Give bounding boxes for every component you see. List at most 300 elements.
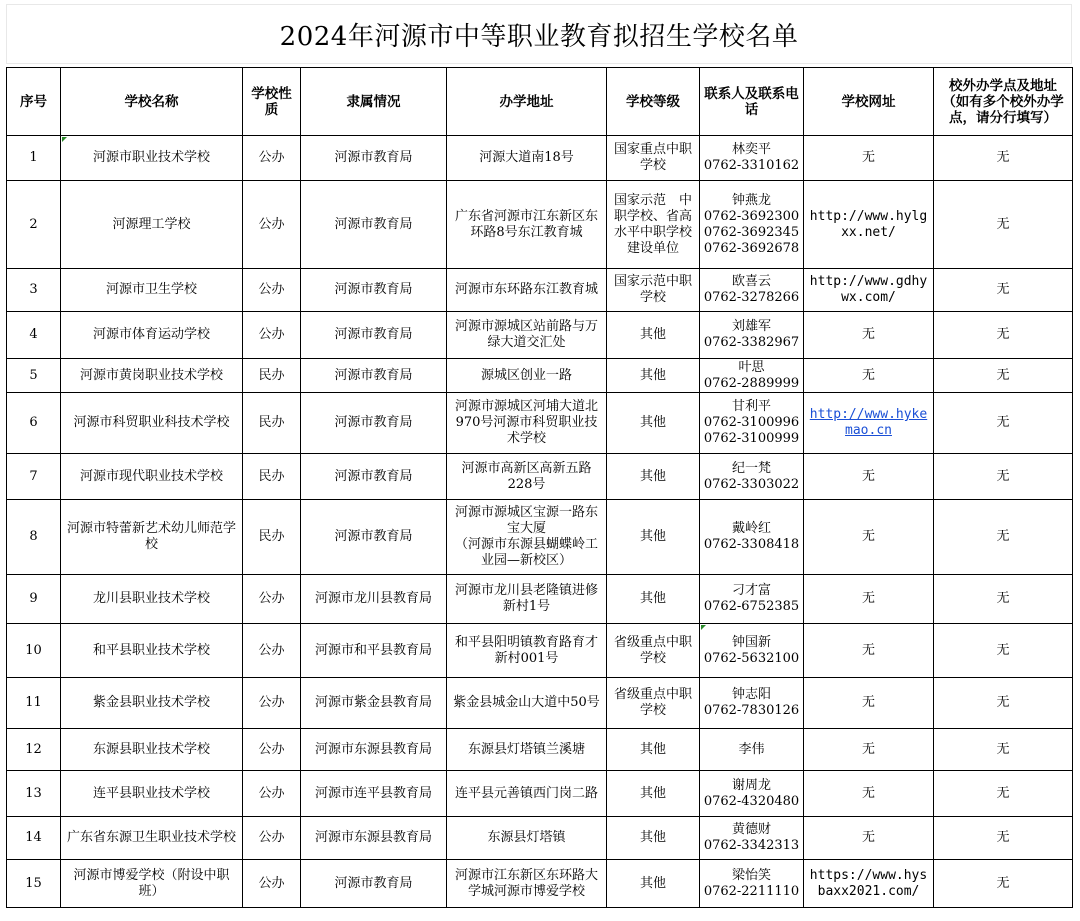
cell-no-text: 13 <box>25 785 42 801</box>
cell-address <box>447 359 607 393</box>
cell-affiliation-text: 河源市教育局 <box>334 367 413 383</box>
cell-affiliation-text: 河源市教育局 <box>334 216 413 232</box>
cell-school-type <box>243 678 301 729</box>
cell-no <box>7 312 61 359</box>
cell-school-name-text: 和平县职业技术学校 <box>92 642 210 658</box>
cell-no-text: 8 <box>29 529 38 544</box>
cell-no-text: 12 <box>25 741 42 757</box>
cell-school-name-text: 东源县职业技术学校 <box>92 741 210 757</box>
header-type: 学校性质 <box>243 68 301 136</box>
cell-website <box>804 500 934 575</box>
cell-school-name-text: 连平县职业技术学校 <box>92 785 210 801</box>
cell-affiliation <box>301 136 447 181</box>
cell-contact <box>700 454 804 500</box>
cell-school-type-text: 公办 <box>258 327 285 342</box>
cell-website <box>804 359 934 393</box>
cell-school-type <box>243 860 301 908</box>
cell-affiliation <box>301 575 447 624</box>
cell-branch-text: 无 <box>996 216 1010 232</box>
cell-affiliation <box>301 312 447 359</box>
cell-affiliation-text: 河源市教育局 <box>334 415 413 430</box>
cell-level-text: 国家示范 中职学校、省高水平中职学校建设单位 <box>613 192 692 256</box>
cell-website <box>804 312 934 359</box>
cell-address <box>447 860 607 908</box>
cell-no-text: 11 <box>25 695 42 710</box>
cell-branch-text: 无 <box>996 415 1010 430</box>
cell-school-type-text: 公办 <box>258 830 285 845</box>
cell-no-text: 15 <box>25 875 42 891</box>
cell-no <box>7 678 61 729</box>
cell-branch <box>934 860 1073 908</box>
cell-school-type-text: 公办 <box>258 150 285 165</box>
cell-address-text: 河源大道南18号 <box>479 150 574 165</box>
cell-school-type <box>243 312 301 359</box>
cell-level <box>607 393 700 454</box>
cell-address <box>447 729 607 771</box>
cell-school-type <box>243 729 301 771</box>
cell-address <box>447 393 607 454</box>
cell-level <box>607 771 700 817</box>
cell-no <box>7 575 61 624</box>
cell-school-name-text: 河源市特蕾新艺术幼儿师范学校 <box>66 521 236 552</box>
table-body <box>7 136 1073 908</box>
cell-school-name-text: 河源市科贸职业科技术学校 <box>73 415 230 430</box>
cell-contact <box>700 312 804 359</box>
cell-school-type-text: 公办 <box>258 741 285 757</box>
cell-branch-text: 无 <box>996 642 1010 658</box>
table-row <box>7 860 1073 908</box>
cell-level-text: 国家示范中职学校 <box>613 274 692 305</box>
cell-address-text: 东源县灯塔镇兰溪塘 <box>467 741 585 757</box>
comment-marker-icon <box>62 137 67 142</box>
table-row <box>7 817 1073 860</box>
cell-contact-text: 欧喜云 0762-3278266 <box>703 274 800 305</box>
cell-affiliation <box>301 181 447 269</box>
cell-no <box>7 860 61 908</box>
cell-website-text: 无 <box>861 741 875 757</box>
cell-school-name-text: 河源理工学校 <box>112 216 191 232</box>
cell-branch <box>934 181 1073 269</box>
cell-school-name <box>61 624 243 678</box>
cell-affiliation-text: 河源市教育局 <box>334 529 413 544</box>
cell-school-name-text: 河源市卫生学校 <box>105 282 197 297</box>
cell-school-name <box>61 393 243 454</box>
cell-affiliation-text: 河源市教育局 <box>334 150 413 165</box>
cell-address <box>447 312 607 359</box>
cell-level <box>607 678 700 729</box>
cell-affiliation <box>301 500 447 575</box>
cell-level-text: 其他 <box>639 367 666 383</box>
cell-school-name <box>61 729 243 771</box>
cell-address <box>447 500 607 575</box>
cell-branch-text: 无 <box>996 327 1010 342</box>
cell-contact <box>700 817 804 860</box>
cell-no-text: 14 <box>25 830 42 845</box>
header-no: 序号 <box>7 68 61 136</box>
cell-website-text: 无 <box>861 785 875 801</box>
cell-level-text: 其他 <box>639 875 666 891</box>
cell-branch <box>934 500 1073 575</box>
cell-no-text: 1 <box>29 150 38 165</box>
cell-school-type-text: 公办 <box>258 282 285 297</box>
cell-address <box>447 771 607 817</box>
cell-school-name-text: 河源市黄岗职业技术学校 <box>79 367 223 383</box>
table-row <box>7 624 1073 678</box>
cell-branch <box>934 312 1073 359</box>
table-row <box>7 729 1073 771</box>
cell-branch <box>934 678 1073 729</box>
cell-school-name <box>61 181 243 269</box>
cell-affiliation <box>301 454 447 500</box>
cell-branch-text: 无 <box>996 875 1010 891</box>
cell-website <box>804 575 934 624</box>
cell-level <box>607 269 700 312</box>
cell-school-name <box>61 678 243 729</box>
table-row <box>7 269 1073 312</box>
cell-address <box>447 269 607 312</box>
cell-level <box>607 500 700 575</box>
cell-address <box>447 817 607 860</box>
cell-affiliation-text: 河源市东源县教育局 <box>314 741 432 757</box>
header-name: 学校名称 <box>61 68 243 136</box>
cell-no-text: 9 <box>29 591 38 606</box>
cell-contact-text: 黄德财 0762-3342313 <box>703 822 800 853</box>
table-row <box>7 393 1073 454</box>
cell-no-text: 6 <box>29 415 38 430</box>
cell-address-text: 连平县元善镇西门岗二路 <box>454 785 598 801</box>
cell-branch-text: 无 <box>996 282 1010 297</box>
cell-website <box>804 678 934 729</box>
website-link[interactable]: http://www.hykemao.cn <box>809 407 928 438</box>
cell-no-text: 10 <box>25 642 42 658</box>
cell-website <box>804 454 934 500</box>
cell-address-text: 源城区创业一路 <box>480 367 572 383</box>
cell-contact <box>700 136 804 181</box>
cell-website-text: 无 <box>861 642 875 658</box>
table-row <box>7 136 1073 181</box>
cell-website-text: 无 <box>861 830 875 845</box>
cell-school-name <box>61 817 243 860</box>
cell-level <box>607 359 700 393</box>
cell-school-type-text: 公办 <box>258 642 285 658</box>
cell-school-type <box>243 771 301 817</box>
cell-no <box>7 817 61 860</box>
cell-contact-text: 梁怡笑 0762-2211110 <box>703 867 800 899</box>
cell-school-name <box>61 860 243 908</box>
cell-branch <box>934 393 1073 454</box>
cell-contact-text: 谢周龙 0762-4320480 <box>703 777 800 809</box>
cell-contact <box>700 500 804 575</box>
cell-contact-text: 叶思 0762-2889999 <box>703 359 800 391</box>
cell-address-text: 紫金县城金山大道中50号 <box>453 695 600 710</box>
cell-level-text: 省级重点中职学校 <box>613 687 692 718</box>
cell-no-text: 7 <box>29 468 38 484</box>
cell-school-name-text: 河源市博爱学校（附设中职班） <box>73 867 230 899</box>
cell-school-name-text: 紫金县职业技术学校 <box>92 695 210 710</box>
cell-website <box>804 771 934 817</box>
cell-branch-text: 无 <box>996 695 1010 710</box>
cell-branch-text: 无 <box>996 741 1010 757</box>
cell-level <box>607 136 700 181</box>
table-row <box>7 575 1073 624</box>
cell-website-text: 无 <box>861 327 875 342</box>
cell-affiliation-text: 河源市东源县教育局 <box>314 830 432 845</box>
cell-branch-text: 无 <box>996 830 1010 845</box>
cell-affiliation-text: 河源市龙川县教育局 <box>314 591 432 606</box>
cell-no <box>7 269 61 312</box>
cell-contact-text: 李伟 <box>738 741 765 757</box>
cell-level <box>607 860 700 908</box>
cell-branch <box>934 817 1073 860</box>
cell-affiliation <box>301 359 447 393</box>
cell-school-type <box>243 575 301 624</box>
cell-affiliation-text: 河源市教育局 <box>334 282 413 297</box>
table-row <box>7 312 1073 359</box>
cell-address-text: 河源市龙川县老隆镇进修新村1号 <box>454 583 598 614</box>
cell-affiliation-text: 河源市教育局 <box>334 468 413 484</box>
cell-branch-text: 无 <box>996 468 1010 484</box>
cell-branch <box>934 454 1073 500</box>
cell-affiliation-text: 河源市连平县教育局 <box>314 785 432 801</box>
header-branch: 校外办学点及地址（如有多个校外办学点，请分行填写） <box>934 68 1073 136</box>
cell-contact-text: 纪一梵 0762-3303022 <box>703 460 800 492</box>
cell-affiliation <box>301 729 447 771</box>
header-row <box>7 68 1073 136</box>
cell-no <box>7 181 61 269</box>
cell-branch <box>934 575 1073 624</box>
cell-no <box>7 359 61 393</box>
cell-website-text: http://www.gdhywx.com/ <box>809 274 928 305</box>
cell-website-text: https://www.hysbaxx2021.com/ <box>809 867 928 899</box>
cell-level-text: 其他 <box>639 415 666 430</box>
cell-school-type-text: 民办 <box>258 367 285 383</box>
cell-address <box>447 181 607 269</box>
cell-no-text: 4 <box>29 327 38 342</box>
comment-marker-icon <box>701 625 706 630</box>
cell-affiliation-text: 河源市和平县教育局 <box>314 642 432 658</box>
cell-branch <box>934 771 1073 817</box>
cell-no <box>7 500 61 575</box>
cell-website-text: http://www.hylgxx.net/ <box>809 208 928 240</box>
cell-branch <box>934 624 1073 678</box>
cell-affiliation-text: 河源市紫金县教育局 <box>314 695 432 710</box>
cell-school-type <box>243 624 301 678</box>
cell-address-text: 河源市源城区河埔大道北970号河源市科贸职业技术学校 <box>454 399 598 446</box>
cell-level <box>607 575 700 624</box>
cell-school-name-text: 河源市体育运动学校 <box>92 327 210 342</box>
cell-school-type <box>243 500 301 575</box>
cell-website <box>804 860 934 908</box>
cell-address-text: 河源市东环路东江教育城 <box>454 282 598 297</box>
cell-branch-text: 无 <box>996 529 1010 544</box>
cell-address <box>447 454 607 500</box>
cell-contact <box>700 678 804 729</box>
cell-website <box>804 729 934 771</box>
cell-school-name <box>61 575 243 624</box>
cell-affiliation <box>301 624 447 678</box>
cell-address <box>447 136 607 181</box>
cell-level <box>607 181 700 269</box>
school-table <box>6 67 1073 908</box>
cell-website-text: 无 <box>861 695 875 710</box>
cell-school-name <box>61 500 243 575</box>
cell-school-type-text: 公办 <box>258 875 285 891</box>
table-row <box>7 181 1073 269</box>
cell-affiliation <box>301 860 447 908</box>
cell-contact-text: 钟志阳 0762-7830126 <box>703 687 800 718</box>
cell-school-type <box>243 136 301 181</box>
cell-address <box>447 624 607 678</box>
cell-affiliation <box>301 771 447 817</box>
cell-address <box>447 575 607 624</box>
cell-school-type <box>243 393 301 454</box>
cell-school-type-text: 公办 <box>258 216 285 232</box>
table-row <box>7 454 1073 500</box>
table-row <box>7 771 1073 817</box>
cell-school-name <box>61 359 243 393</box>
cell-school-name <box>61 312 243 359</box>
cell-level-text: 其他 <box>639 830 666 845</box>
cell-contact <box>700 575 804 624</box>
cell-level-text: 国家重点中职学校 <box>613 142 692 173</box>
cell-branch <box>934 269 1073 312</box>
cell-contact <box>700 860 804 908</box>
cell-contact-text: 戴岭红 0762-3308418 <box>703 521 800 552</box>
cell-contact-text: 林奕平 0762-3310162 <box>703 142 800 173</box>
cell-branch <box>934 359 1073 393</box>
cell-level <box>607 817 700 860</box>
cell-contact <box>700 269 804 312</box>
cell-contact-text: 钟燕龙 0762-3692300 0762-3692345 0762-3692678 <box>703 192 800 256</box>
cell-affiliation <box>301 269 447 312</box>
cell-no <box>7 136 61 181</box>
cell-school-name <box>61 136 243 181</box>
cell-website <box>804 181 934 269</box>
cell-branch-text: 无 <box>996 367 1010 383</box>
cell-school-type-text: 公办 <box>258 695 285 710</box>
cell-contact <box>700 624 804 678</box>
cell-no <box>7 393 61 454</box>
cell-website-text: 无 <box>861 468 875 484</box>
title-box <box>6 4 1072 64</box>
cell-contact-text: 甘利平 0762-3100996 0762-3100999 <box>703 399 800 446</box>
cell-affiliation <box>301 817 447 860</box>
cell-address-text: 和平县阳明镇教育路育才新村001号 <box>454 634 598 666</box>
cell-level-text: 省级重点中职学校 <box>613 634 692 666</box>
cell-branch-text: 无 <box>996 150 1010 165</box>
cell-no-text: 3 <box>29 282 38 297</box>
cell-no <box>7 624 61 678</box>
cell-website <box>804 393 934 454</box>
cell-school-name-text: 河源市现代职业技术学校 <box>79 468 223 484</box>
cell-address-text: 河源市源城区宝源一路东宝大厦 （河源市东源县蝴蝶岭工业园—新校区） <box>454 505 598 568</box>
cell-school-type-text: 民办 <box>258 415 285 430</box>
cell-level-text: 其他 <box>639 591 666 606</box>
table-row <box>7 678 1073 729</box>
cell-school-name <box>61 454 243 500</box>
cell-level <box>607 454 700 500</box>
cell-level-text: 其他 <box>639 785 666 801</box>
cell-contact-text: 刘雄军 0762-3382967 <box>703 319 800 350</box>
cell-level-text: 其他 <box>639 468 666 484</box>
cell-contact <box>700 771 804 817</box>
header-level: 学校等级 <box>607 68 700 136</box>
cell-school-name <box>61 269 243 312</box>
cell-school-type <box>243 454 301 500</box>
cell-contact <box>700 181 804 269</box>
cell-level-text: 其他 <box>639 327 666 342</box>
cell-school-type-text: 公办 <box>258 591 285 606</box>
header-affiliation: 隶属情况 <box>301 68 447 136</box>
cell-school-name-text: 广东省东源卫生职业技术学校 <box>66 830 236 845</box>
cell-affiliation-text: 河源市教育局 <box>334 327 413 342</box>
cell-affiliation-text: 河源市教育局 <box>334 875 413 891</box>
cell-no <box>7 454 61 500</box>
cell-contact <box>700 359 804 393</box>
cell-website-text: 无 <box>861 150 875 165</box>
cell-website-text: 无 <box>861 367 875 383</box>
cell-branch <box>934 136 1073 181</box>
cell-no-text: 2 <box>29 216 38 232</box>
cell-school-type-text: 民办 <box>258 468 285 484</box>
cell-website-text: 无 <box>861 529 875 544</box>
cell-no <box>7 771 61 817</box>
cell-school-name <box>61 771 243 817</box>
cell-level-text: 其他 <box>639 529 666 544</box>
page-title: 2024年河源市中等职业教育拟招生学校名单 <box>279 21 799 52</box>
cell-website <box>804 136 934 181</box>
cell-website <box>804 817 934 860</box>
cell-website <box>804 624 934 678</box>
cell-school-type-text: 民办 <box>258 529 285 544</box>
cell-affiliation <box>301 393 447 454</box>
cell-branch-text: 无 <box>996 591 1010 606</box>
cell-school-type <box>243 269 301 312</box>
cell-no-text: 5 <box>29 367 38 383</box>
cell-school-type <box>243 181 301 269</box>
cell-school-name-text: 河源市职业技术学校 <box>92 150 210 165</box>
cell-level <box>607 729 700 771</box>
header-address: 办学地址 <box>447 68 607 136</box>
header-contact: 联系人及联系电话 <box>700 68 804 136</box>
cell-contact <box>700 393 804 454</box>
table-row <box>7 359 1073 393</box>
cell-branch-text: 无 <box>996 785 1010 801</box>
cell-address-text: 广东省河源市江东新区东环路8号东江教育城 <box>454 208 598 240</box>
cell-school-type <box>243 359 301 393</box>
header-website: 学校网址 <box>804 68 934 136</box>
table-row <box>7 500 1073 575</box>
cell-school-type <box>243 817 301 860</box>
cell-school-name-text: 龙川县职业技术学校 <box>92 591 210 606</box>
cell-no <box>7 729 61 771</box>
cell-school-type-text: 公办 <box>258 785 285 801</box>
cell-address <box>447 678 607 729</box>
cell-address-text: 河源市江东新区东环路大学城河源市博爱学校 <box>454 867 598 899</box>
cell-level-text: 其他 <box>639 741 666 757</box>
cell-address-text: 河源市高新区高新五路228号 <box>461 460 592 492</box>
cell-address-text: 东源县灯塔镇 <box>487 830 566 845</box>
cell-website <box>804 269 934 312</box>
cell-level <box>607 312 700 359</box>
cell-contact-text: 刁才富 0762-6752385 <box>703 583 800 614</box>
cell-level <box>607 624 700 678</box>
cell-affiliation <box>301 678 447 729</box>
cell-branch <box>934 729 1073 771</box>
cell-contact <box>700 729 804 771</box>
cell-contact-text: 钟国新 0762-5632100 <box>703 634 800 666</box>
cell-address-text: 河源市源城区站前路与万绿大道交汇处 <box>454 319 598 350</box>
